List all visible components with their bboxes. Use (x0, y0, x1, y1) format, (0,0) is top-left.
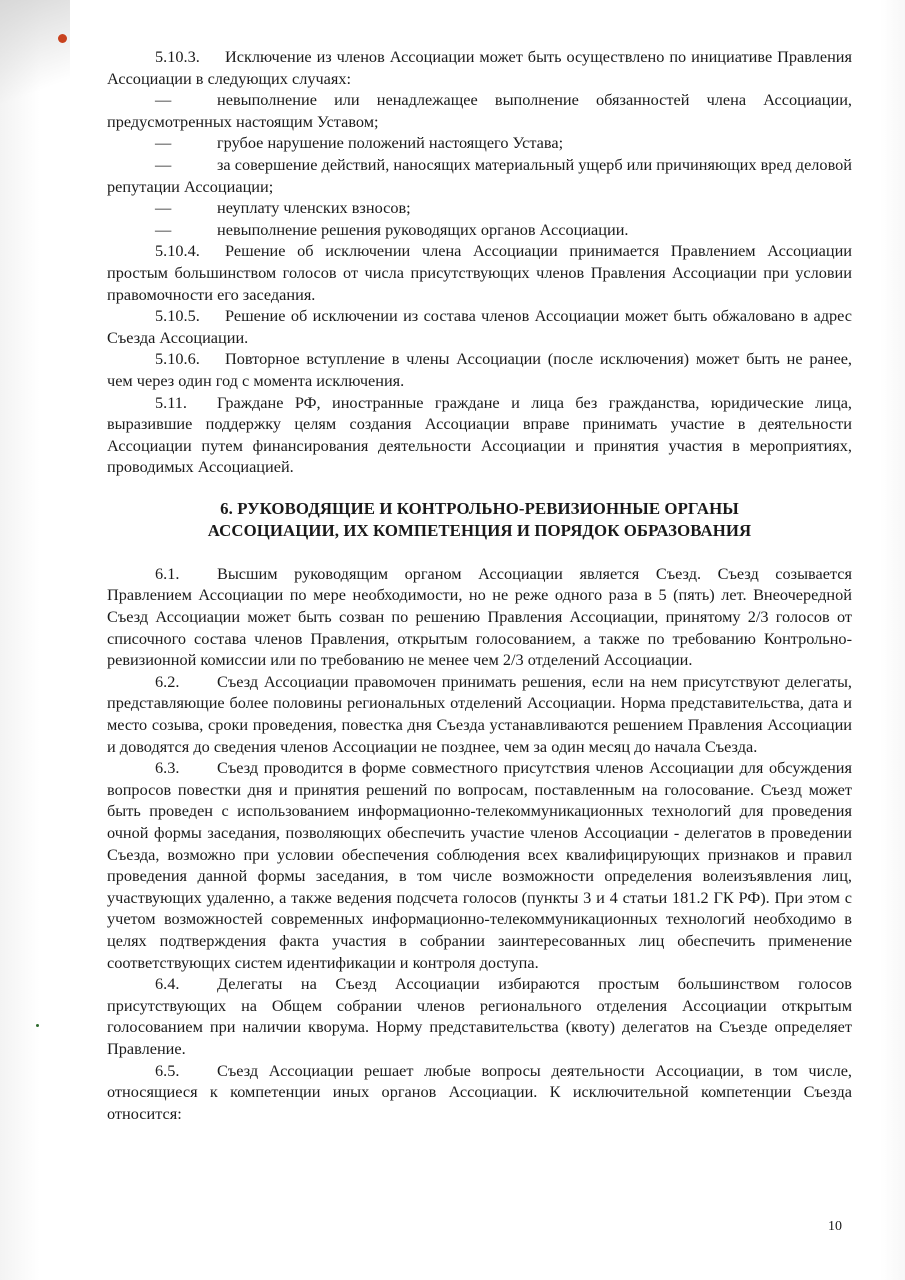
list-dash: — (155, 133, 172, 153)
paragraph-text: невыполнение или ненадлежащее выполнение обязанностей члена Ассоциации, предусмотренных настоящим Уставом; (107, 90, 852, 131)
list-item (107, 154, 852, 197)
numbered-paragraph (107, 973, 852, 1059)
list-item (107, 219, 852, 241)
list-dash: — (155, 90, 172, 110)
paragraph-text: Решение об исключении из состава членов Ассоциации может быть обжаловано в адрес Съезда Ассоциации. (107, 306, 852, 347)
numbered-paragraph (107, 671, 852, 757)
list-item (107, 197, 852, 219)
scan-edge-shadow (0, 0, 70, 150)
section-6-paragraphs (107, 563, 852, 1124)
list-dash: — (155, 219, 172, 239)
numbered-paragraph (107, 305, 852, 348)
section-heading-line2: АССОЦИАЦИИ, ИХ КОМПЕТЕНЦИЯ И ПОРЯДОК ОБРАЗОВАНИЯ (207, 520, 752, 540)
scan-mark (58, 34, 67, 43)
numbered-paragraph (107, 46, 852, 89)
section-heading-line1: 6. РУКОВОДЯЩИЕ И КОНТРОЛЬНО-РЕВИЗИОННЫЕ ОРГАНЫ (220, 498, 739, 518)
paragraph-text: невыполнение решения руководящих органов Ассоциации. (217, 219, 629, 239)
paragraph-text: Съезд проводится в форме совместного присутствия членов Ассоциации для обсуждения вопросов повестки дня и принятия решений по вопросам, поставленным на голосование. Съезд может быть проведен с использованием информационно-телекоммуникационных технологий для проведения очной формы заседания, позволяющих обеспечить участие членов Ассоциации - делегатов в проведении Съезда, возможно при условии обеспечения соблюдения всех квалифицирующих признаков и правил проведения данной формы заседания, в том числе возможности определения волеизъявления лиц, участвующих удаленно, а также ведения подсчета голосов (пункты 3 и 4 статьи 181.2 ГК РФ). При этом с учетом возможностей современных информационно-телекоммуникационных технологий необходимо в целях подтверждения факта участия в собрании заинтересованных лиц обеспечить применение соответствующих систем идентификации и контроля доступа. (107, 758, 852, 972)
paragraph-number: 5.10.6. (155, 349, 200, 369)
paragraph-text: Съезд Ассоциации правомочен принимать решения, если на нем присутствуют делегаты, представляющие более половины региональных отделений Ассоциации. Норма представительства, дата и место созыва, сроки проведения, повестка дня Съезда устанавливаются решением Правления Ассоциации и доводятся до сведения членов Ассоциации не позднее, чем за один месяц до начала Съезда. (107, 671, 852, 756)
paragraph-number: 6.1. (155, 563, 180, 583)
paragraph-text: Решение об исключении члена Ассоциации принимается Правлением Ассоциации простым большинством голосов от числа присутствующих членов Правления Ассоциации при условии правомочности его заседания. (107, 241, 852, 304)
section-6-heading (107, 498, 852, 542)
paragraph-number: 6.2. (155, 671, 180, 691)
paragraph-number: 6.3. (155, 758, 180, 778)
numbered-paragraph (107, 348, 852, 391)
paragraph-number: 6.5. (155, 1060, 180, 1080)
numbered-paragraph (107, 240, 852, 305)
numbered-paragraph (107, 757, 852, 973)
section-5-paragraphs (107, 46, 852, 478)
paragraph-number: 5.10.4. (155, 241, 200, 261)
scan-dot (36, 1024, 39, 1027)
paragraph-text: Исключение из членов Ассоциации может быть осуществлено по инициативе Правления Ассоциации в следующих случаях: (107, 47, 852, 88)
numbered-paragraph (107, 392, 852, 478)
paragraph-text: Высшим руководящим органом Ассоциации является Съезд. Съезд созывается Правлением Ассоциации по мере необходимости, но не реже одного раза в 5 (пять) лет. Внеочередной Съезд Ассоциации может быть созван по решению Правления Ассоциации, принятому 2/3 голосов от списочного состава членов Правления, открытым голосованием, а также по требованию Контрольно-ревизионной комиссии или по требованию не менее чем 2/3 отделений Ассоциации. (107, 563, 852, 670)
paragraph-number: 5.11. (155, 392, 187, 412)
page-number: 10 (828, 1219, 842, 1234)
paragraph-text: Делегаты на Съезд Ассоциации избираются простым большинством голосов присутствующих на Общем собрании членов регионального отделения Ассоциации открытым голосованием при наличии кворума. Норму представительства (квоту) делегатов на Съезде определяет Правление. (107, 974, 852, 1058)
paragraph-text: неуплату членских взносов; (217, 198, 411, 218)
list-item (107, 89, 852, 132)
list-dash: — (155, 198, 172, 218)
paragraph-number: 5.10.5. (155, 306, 200, 326)
paragraph-text: за совершение действий, наносящих материальный ущерб или причиняющих вред деловой репутации Ассоциации; (107, 154, 852, 196)
paragraph-text: Граждане РФ, иностранные граждане и лица без гражданства, юридические лица, выразившие поддержку целям создания Ассоциации вправе принимать участие в деятельности Ассоциации путем финансирования деятельности Ассоциации и принятия участия в мероприятиях, проводимых Ассоциацией. (107, 392, 852, 477)
paragraph-text: Повторное вступление в члены Ассоциации (после исключения) может быть не ранее, чем через один год с момента исключения. (107, 349, 852, 390)
paragraph-number: 5.10.3. (155, 47, 200, 66)
numbered-paragraph (107, 563, 852, 671)
list-item (107, 132, 852, 154)
paragraph-text: грубое нарушение положений настоящего Устава; (217, 133, 564, 153)
paragraph-number: 6.4. (155, 974, 180, 994)
list-dash: — (155, 154, 172, 174)
paragraph-text: Съезд Ассоциации решает любые вопросы деятельности Ассоциации, в том числе, относящиеся к компетенции иных органов Ассоциации. К исключительной компетенции Съезда относится: (107, 1060, 852, 1123)
numbered-paragraph (107, 1060, 852, 1125)
document-body (107, 46, 852, 1124)
